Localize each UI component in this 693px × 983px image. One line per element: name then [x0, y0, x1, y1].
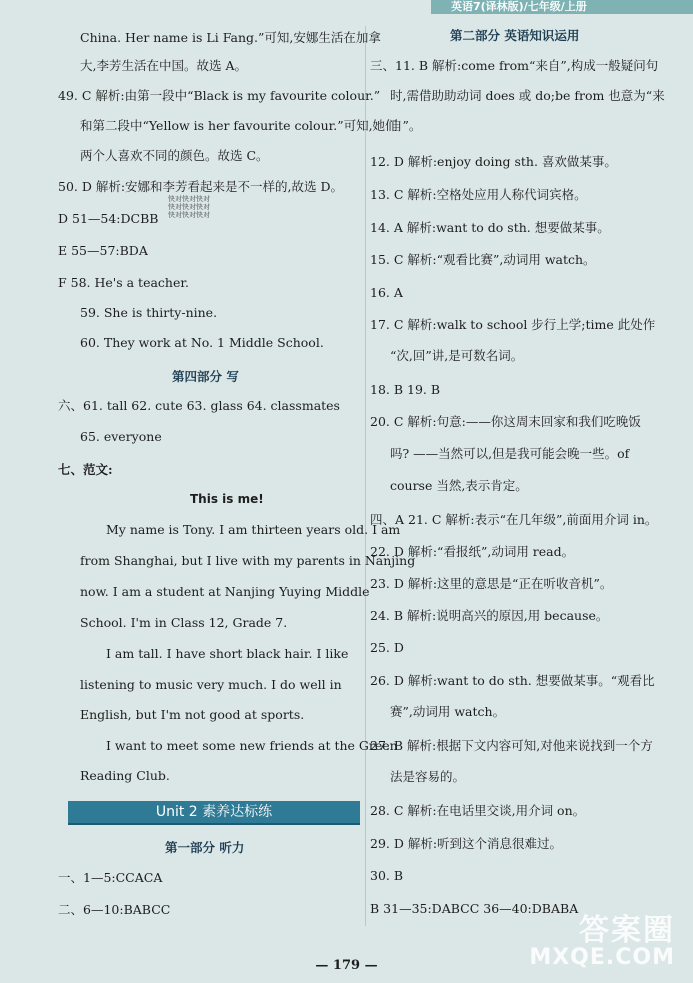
right-line-0: 三、11. B 解析:come from“来自”,构成一般疑问句	[370, 58, 659, 73]
right-line-4: 13. C 解析:空格处应用人称代词宾格。	[370, 187, 587, 202]
right-line-1: 时,需借助助动词 does 或 do;be from 也意为“来	[390, 88, 665, 103]
right-line-7: 16. A	[370, 285, 403, 300]
left-line-20: English, but I'm not good at sports.	[80, 707, 305, 722]
right-line-12: 吗? ——当然可以,但是我可能会晚一些。of	[390, 446, 630, 461]
right-line-19: 26. D 解析:want to do sth. 想要做某事。“观看比	[370, 673, 655, 688]
left-line-15: from Shanghai, but I live with my parents in Nanjing	[80, 553, 416, 568]
right-line-15: 22. D 解析:“看报纸”,动词用 read。	[370, 544, 575, 559]
left-line-10: 60. They work at No. 1 Middle School.	[80, 335, 324, 350]
right-line-17: 24. B 解析:说明高兴的原因,用 because。	[370, 608, 609, 623]
right-line-20: 赛”,动词用 watch。	[390, 704, 506, 719]
essay-title: This is me!	[190, 492, 264, 506]
right-line-22: 法是容易的。	[390, 769, 466, 784]
right-line-10: 18. B 19. B	[370, 382, 441, 397]
watermark-logo: 答案圈	[579, 913, 675, 948]
left-line-16: now. I am a student at Nanjing Yuying Middle	[80, 584, 370, 599]
left-line-5: 50. D 解析:安娜和李芳看起来是不一样的,故选 D。	[58, 179, 344, 194]
left-line-24: 二、6—10:BABCC	[58, 902, 171, 917]
right-line-6: 15. C 解析:“观看比赛”,动词用 watch。	[370, 252, 596, 267]
left-line-17: School. I'm in Class 12, Grade 7.	[80, 615, 288, 630]
left-line-21: I want to meet some new friends at the Green	[106, 738, 398, 753]
right-line-26: B 31—35:DABCC 36—40:DBABA	[370, 901, 579, 916]
right-line-23: 28. C 解析:在电话里交谈,用介词 on。	[370, 803, 586, 818]
right-line-25: 30. B	[370, 868, 404, 883]
right-line-13: course 当然,表示肯定。	[390, 478, 528, 493]
left-line-1: 大,李芳生活在中国。故选 A。	[80, 58, 247, 73]
left-line-13: 七、范文:	[58, 462, 113, 477]
left-line-0: China. Her name is Li Fang.”可知,安娜生活在加拿	[80, 30, 381, 45]
left-line-22: Reading Club.	[80, 768, 170, 783]
page-header: 英语7(译林版)/七年级/上册	[431, 0, 693, 14]
left-line-8: F 58. He's a teacher.	[58, 275, 189, 290]
right-line-11: 20. C 解析:句意:——你这周末回家和我们吃晚饭	[370, 414, 641, 429]
left-line-23: 一、1—5:CCACA	[58, 870, 163, 885]
left-line-14: My name is Tony. I am thirteen years old. I am	[106, 522, 401, 537]
left-line-6: D 51—54:DCBB	[58, 211, 159, 226]
right-line-14: 四、A 21. C 解析:表示“在几年级”,前面用介词 in。	[370, 512, 658, 527]
unit-banner: Unit 2 素养达标练	[68, 801, 360, 825]
left-line-11: 六、61. tall 62. cute 63. glass 64. classmates	[58, 398, 340, 413]
left-line-12: 65. everyone	[80, 429, 162, 444]
right-line-9: “次,回”讲,是可数名词。	[390, 348, 524, 363]
watermark-url: MXQE.COM	[529, 945, 675, 970]
right-line-21: 27. B 解析:根据下文内容可知,对他来说找到一个方	[370, 738, 653, 753]
right-line-24: 29. D 解析:听到这个消息很难过。	[370, 836, 563, 851]
section-writing-heading: 第四部分 写	[172, 369, 239, 384]
left-line-7: E 55—57:BDA	[58, 243, 148, 258]
left-line-18: I am tall. I have short black hair. I like	[106, 646, 349, 661]
left-line-19: listening to music very much. I do well in	[80, 677, 342, 692]
section-knowledge-heading: 第二部分 英语知识运用	[450, 28, 580, 43]
column-divider	[365, 26, 366, 926]
left-line-2: 49. C 解析:由第一段中“Black is my favourite colour.”	[58, 88, 381, 103]
left-line-9: 59. She is thirty-nine.	[80, 305, 218, 320]
right-line-2: 自”。	[390, 118, 422, 133]
page-number: — 179 —	[315, 958, 378, 973]
section-listening-heading: 第一部分 听力	[165, 840, 245, 855]
right-line-8: 17. C 解析:walk to school 步行上学;time 此处作	[370, 317, 656, 332]
left-line-3: 和第二段中“Yellow is her favourite colour.”可知,她们	[80, 118, 398, 133]
right-line-18: 25. D	[370, 640, 404, 655]
right-line-16: 23. D 解析:这里的意思是“正在听收音机”。	[370, 576, 613, 591]
right-line-3: 12. D 解析:enjoy doing sth. 喜欢做某事。	[370, 154, 617, 169]
right-line-5: 14. A 解析:want to do sth. 想要做某事。	[370, 220, 610, 235]
stamp-overlay: 快对快对快对 快对快对快对 快对快对快对	[168, 195, 210, 219]
left-line-4: 两个人喜欢不同的颜色。故选 C。	[80, 148, 269, 163]
